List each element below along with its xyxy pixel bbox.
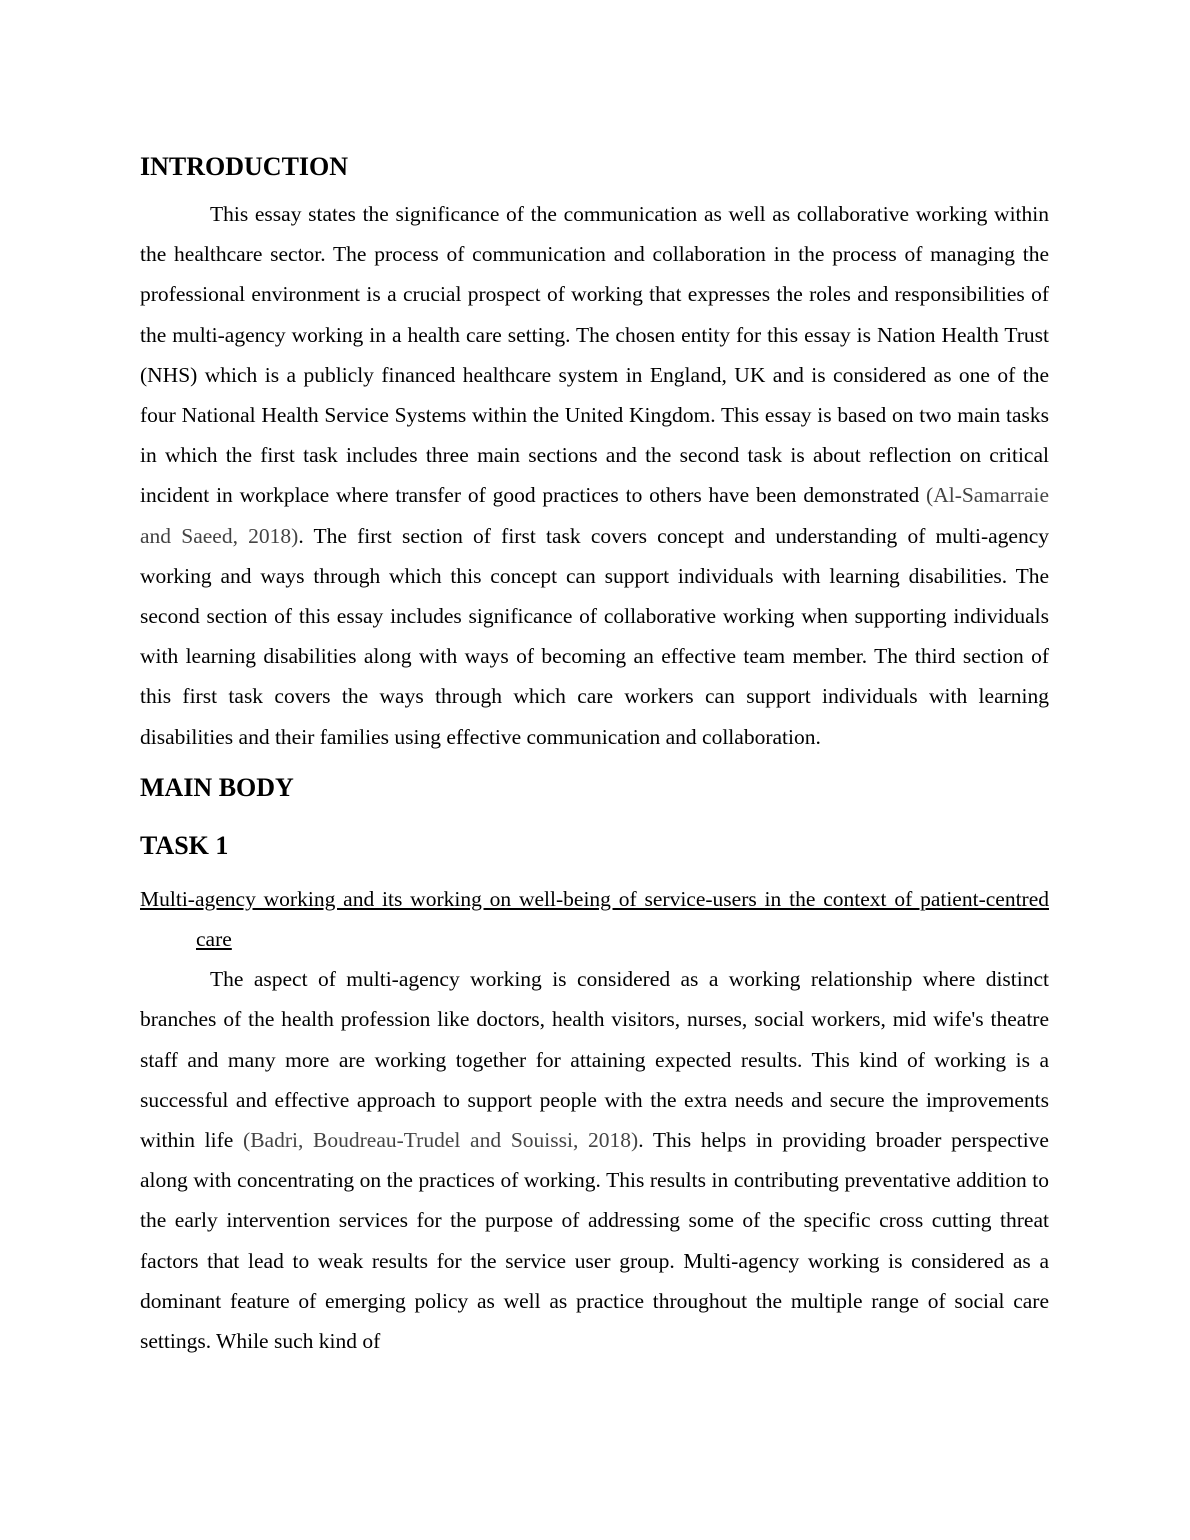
introduction-text-part-2: . The first section of first task covers concept and understanding of multi-agency working and ways through which this concept can support individuals with learning disabilities. The second section of this essay includes significance of collaborative working when supporting individuals with learning disabilities along with ways of becoming an effective team member. The third section of this first task covers the ways through which care workers can support individuals with learning disabilities and their families using effective communication and collaboration. [140, 523, 1049, 749]
task-1-heading: TASK 1 [140, 830, 229, 860]
introduction-paragraph [140, 194, 1049, 757]
task-1-paragraph [140, 959, 1049, 1361]
task-1-text-part-1: The aspect of multi-agency working is considered as a working relationship where distinct branches of the health profession like doctors, health visitors, nurses, social workers, mid wife's theatre staff and many more are working together for attaining expected results. This kind of working is a successful and effective approach to support people with the extra needs and secure the improvements within life [140, 967, 1049, 1153]
main-body-heading: MAIN BODY [140, 772, 294, 802]
task-1-citation: (Badri, Boudreau-Trudel and Souissi, 2018) [243, 1128, 639, 1153]
introduction-citation: (Al-Samarraie and Saeed, 2018) [140, 483, 1049, 548]
task-1-subheading: Multi-agency working and its working on well-being of service-users in the context of patient-centred care [140, 886, 1049, 952]
document-page [140, 150, 1049, 1361]
introduction-heading: INTRODUCTION [140, 152, 349, 181]
task-1-text-part-2: . This helps in providing broader perspective along with concentrating on the practices of working. This results in contributing preventative addition to the early intervention services for the purpose of addressing some of the specific cross cutting threat factors that lead to weak results for the service user group. Multi-agency working is considered as a dominant feature of emerging policy as well as practice throughout the multiple range of social care settings. While such kind of [140, 1128, 1049, 1354]
introduction-text-part-1: This essay states the significance of the communication as well as collaborative working within the healthcare sector. The process of communication and collaboration in the process of managing the professional environment is a crucial prospect of working that expresses the roles and responsibilities of the multi-agency working in a health care setting. The chosen entity for this essay is Nation Health Trust (NHS) which is a publicly financed healthcare system in England, UK and is considered as one of the four National Health Service Systems within the United Kingdom. This essay is based on two main tasks in which the first task includes three main sections and the second task is about reflection on critical incident in workplace where transfer of good practices to others have been demonstrated [140, 202, 1049, 508]
